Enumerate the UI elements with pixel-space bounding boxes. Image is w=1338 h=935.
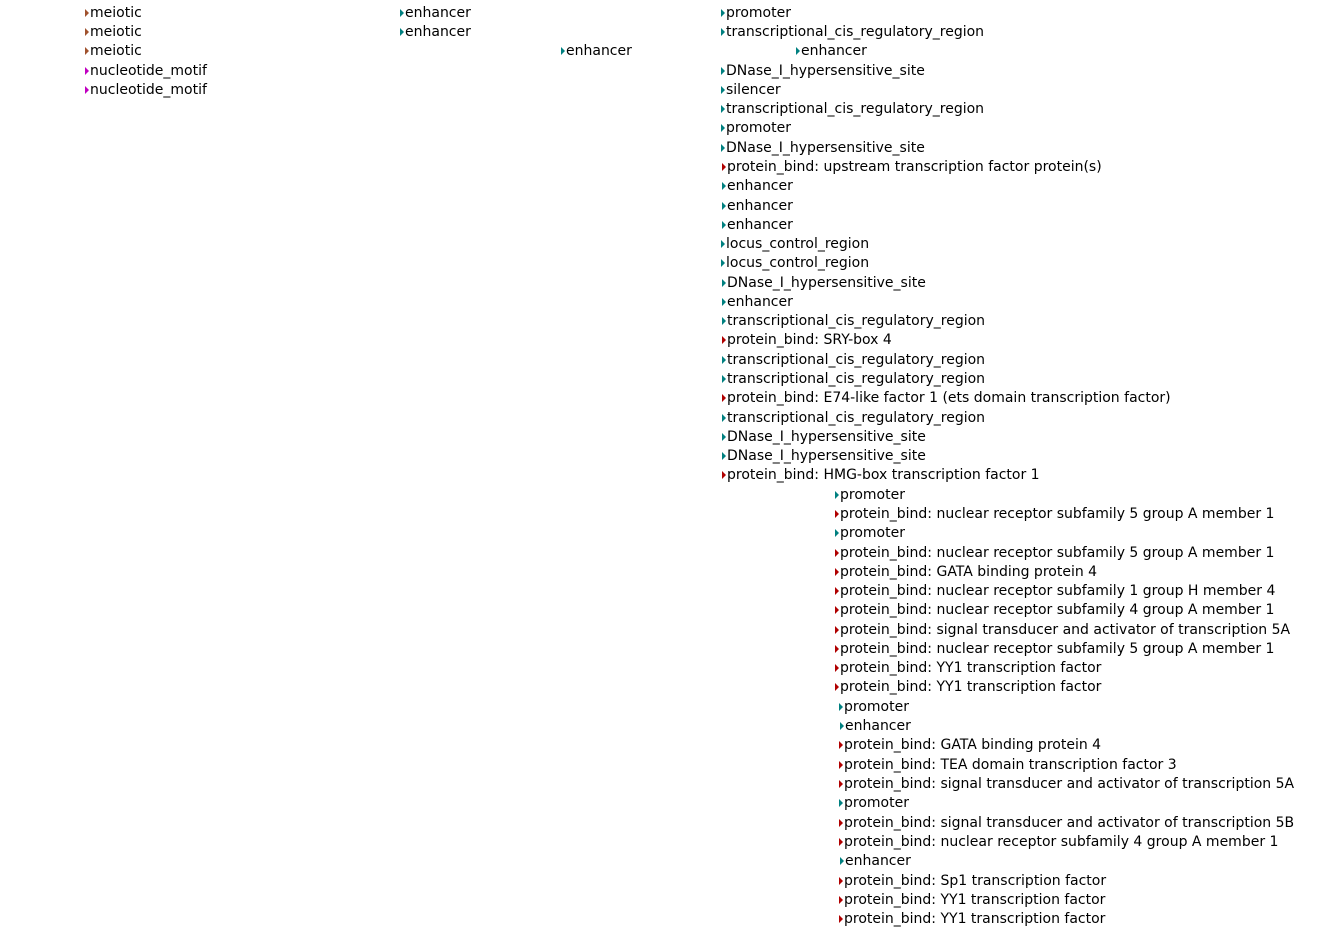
strand-arrow-icon bbox=[839, 819, 843, 827]
strand-arrow-icon bbox=[561, 47, 565, 55]
strand-arrow-icon bbox=[722, 163, 726, 171]
feature-label: enhancer bbox=[727, 217, 793, 233]
strand-arrow-icon bbox=[721, 105, 725, 113]
strand-arrow-icon bbox=[835, 606, 839, 614]
feature-label: protein_bind: signal transducer and activator of transcription 5B bbox=[844, 815, 1295, 831]
feature-label: meiotic bbox=[90, 24, 142, 40]
feature-label: protein_bind: GATA binding protein 4 bbox=[844, 737, 1102, 753]
strand-arrow-icon bbox=[835, 664, 839, 672]
strand-arrow-icon bbox=[721, 124, 725, 132]
strand-arrow-icon bbox=[722, 452, 726, 460]
strand-arrow-icon bbox=[839, 741, 843, 749]
feature-label: protein_bind: TEA domain transcription factor 3 bbox=[844, 757, 1177, 773]
feature-label: meiotic bbox=[90, 5, 142, 21]
feature-label: protein_bind: YY1 transcription factor bbox=[840, 660, 1102, 676]
feature-label: enhancer bbox=[405, 24, 471, 40]
strand-arrow-icon bbox=[400, 28, 404, 36]
feature-label: protein_bind: nuclear receptor subfamily 1 group H member 4 bbox=[840, 583, 1276, 599]
strand-arrow-icon bbox=[721, 67, 725, 75]
feature-label: protein_bind: YY1 transcription factor bbox=[844, 892, 1106, 908]
feature-label: protein_bind: YY1 transcription factor bbox=[840, 679, 1102, 695]
feature-label: protein_bind: GATA binding protein 4 bbox=[840, 564, 1098, 580]
strand-arrow-icon bbox=[85, 47, 89, 55]
feature-label: transcriptional_cis_regulatory_region bbox=[727, 410, 986, 426]
feature-label: enhancer bbox=[845, 853, 911, 869]
strand-arrow-icon bbox=[839, 780, 843, 788]
feature-label: promoter bbox=[840, 487, 905, 503]
strand-arrow-icon bbox=[835, 683, 839, 691]
feature-label: enhancer bbox=[845, 718, 911, 734]
strand-arrow-icon bbox=[722, 356, 726, 364]
strand-arrow-icon bbox=[400, 9, 404, 17]
feature-label: transcriptional_cis_regulatory_region bbox=[726, 101, 985, 117]
strand-arrow-icon bbox=[721, 259, 725, 267]
strand-arrow-icon bbox=[839, 838, 843, 846]
strand-arrow-icon bbox=[722, 279, 726, 287]
feature-label: protein_bind: nuclear receptor subfamily 4 group A member 1 bbox=[840, 602, 1275, 618]
feature-label: DNase_I_hypersensitive_site bbox=[726, 63, 925, 79]
feature-label: promoter bbox=[844, 699, 909, 715]
strand-arrow-icon bbox=[722, 298, 726, 306]
strand-arrow-icon bbox=[722, 202, 726, 210]
strand-arrow-icon bbox=[722, 221, 726, 229]
strand-arrow-icon bbox=[721, 28, 725, 36]
feature-label: protein_bind: signal transducer and activator of transcription 5A bbox=[840, 622, 1291, 638]
strand-arrow-icon bbox=[722, 433, 726, 441]
feature-label: locus_control_region bbox=[726, 255, 870, 271]
feature-label: enhancer bbox=[801, 43, 867, 59]
strand-arrow-icon bbox=[835, 568, 839, 576]
strand-arrow-icon bbox=[839, 761, 843, 769]
feature-label: nucleotide_motif bbox=[90, 63, 207, 79]
strand-arrow-icon bbox=[835, 549, 839, 557]
feature-label: promoter bbox=[840, 525, 905, 541]
feature-label: nucleotide_motif bbox=[90, 82, 207, 98]
strand-arrow-icon bbox=[722, 414, 726, 422]
strand-arrow-icon bbox=[835, 587, 839, 595]
strand-arrow-icon bbox=[722, 317, 726, 325]
strand-arrow-icon bbox=[835, 491, 839, 499]
strand-arrow-icon bbox=[85, 9, 89, 17]
feature-label: enhancer bbox=[727, 178, 793, 194]
strand-arrow-icon bbox=[85, 28, 89, 36]
feature-label: protein_bind: upstream transcription factor protein(s) bbox=[727, 159, 1102, 175]
strand-arrow-icon bbox=[721, 240, 725, 248]
strand-arrow-icon bbox=[721, 144, 725, 152]
feature-label: enhancer bbox=[727, 198, 793, 214]
strand-arrow-icon bbox=[839, 915, 843, 923]
strand-arrow-icon bbox=[722, 375, 726, 383]
feature-label: protein_bind: nuclear receptor subfamily 5 group A member 1 bbox=[840, 506, 1275, 522]
strand-arrow-icon bbox=[835, 626, 839, 634]
strand-arrow-icon bbox=[840, 722, 844, 730]
feature-label: protein_bind: SRY-box 4 bbox=[727, 332, 892, 348]
feature-label: DNase_I_hypersensitive_site bbox=[727, 275, 926, 291]
feature-label: protein_bind: nuclear receptor subfamily 5 group A member 1 bbox=[840, 545, 1275, 561]
feature-label: protein_bind: nuclear receptor subfamily 5 group A member 1 bbox=[840, 641, 1275, 657]
strand-arrow-icon bbox=[722, 471, 726, 479]
strand-arrow-icon bbox=[839, 703, 843, 711]
strand-arrow-icon bbox=[839, 896, 843, 904]
feature-label: protein_bind: signal transducer and activator of transcription 5A bbox=[844, 776, 1295, 792]
feature-label: protein_bind: nuclear receptor subfamily 4 group A member 1 bbox=[844, 834, 1279, 850]
feature-label: transcriptional_cis_regulatory_region bbox=[727, 313, 986, 329]
feature-label: DNase_I_hypersensitive_site bbox=[727, 448, 926, 464]
feature-label: transcriptional_cis_regulatory_region bbox=[727, 352, 986, 368]
strand-arrow-icon bbox=[85, 67, 89, 75]
feature-label: promoter bbox=[844, 795, 909, 811]
feature-label: protein_bind: HMG-box transcription factor 1 bbox=[727, 467, 1040, 483]
feature-label: promoter bbox=[726, 120, 791, 136]
feature-label: enhancer bbox=[566, 43, 632, 59]
strand-arrow-icon bbox=[721, 9, 725, 17]
feature-label: DNase_I_hypersensitive_site bbox=[727, 429, 926, 445]
strand-arrow-icon bbox=[835, 510, 839, 518]
feature-label: enhancer bbox=[727, 294, 793, 310]
strand-arrow-icon bbox=[85, 86, 89, 94]
feature-label: protein_bind: E74-like factor 1 (ets domain transcription factor) bbox=[727, 390, 1171, 406]
feature-label: locus_control_region bbox=[726, 236, 870, 252]
feature-label: DNase_I_hypersensitive_site bbox=[726, 140, 925, 156]
feature-label: enhancer bbox=[405, 5, 471, 21]
strand-arrow-icon bbox=[722, 336, 726, 344]
strand-arrow-icon bbox=[840, 857, 844, 865]
strand-arrow-icon bbox=[722, 182, 726, 190]
feature-label: transcriptional_cis_regulatory_region bbox=[726, 24, 985, 40]
strand-arrow-icon bbox=[839, 877, 843, 885]
feature-label: protein_bind: YY1 transcription factor bbox=[844, 911, 1106, 927]
strand-arrow-icon bbox=[835, 645, 839, 653]
strand-arrow-icon bbox=[839, 799, 843, 807]
strand-arrow-icon bbox=[722, 394, 726, 402]
strand-arrow-icon bbox=[796, 47, 800, 55]
feature-label: protein_bind: Sp1 transcription factor bbox=[844, 873, 1107, 889]
feature-label: promoter bbox=[726, 5, 791, 21]
feature-label: meiotic bbox=[90, 43, 142, 59]
strand-arrow-icon bbox=[721, 86, 725, 94]
feature-label: transcriptional_cis_regulatory_region bbox=[727, 371, 986, 387]
feature-label: silencer bbox=[726, 82, 781, 98]
strand-arrow-icon bbox=[835, 529, 839, 537]
